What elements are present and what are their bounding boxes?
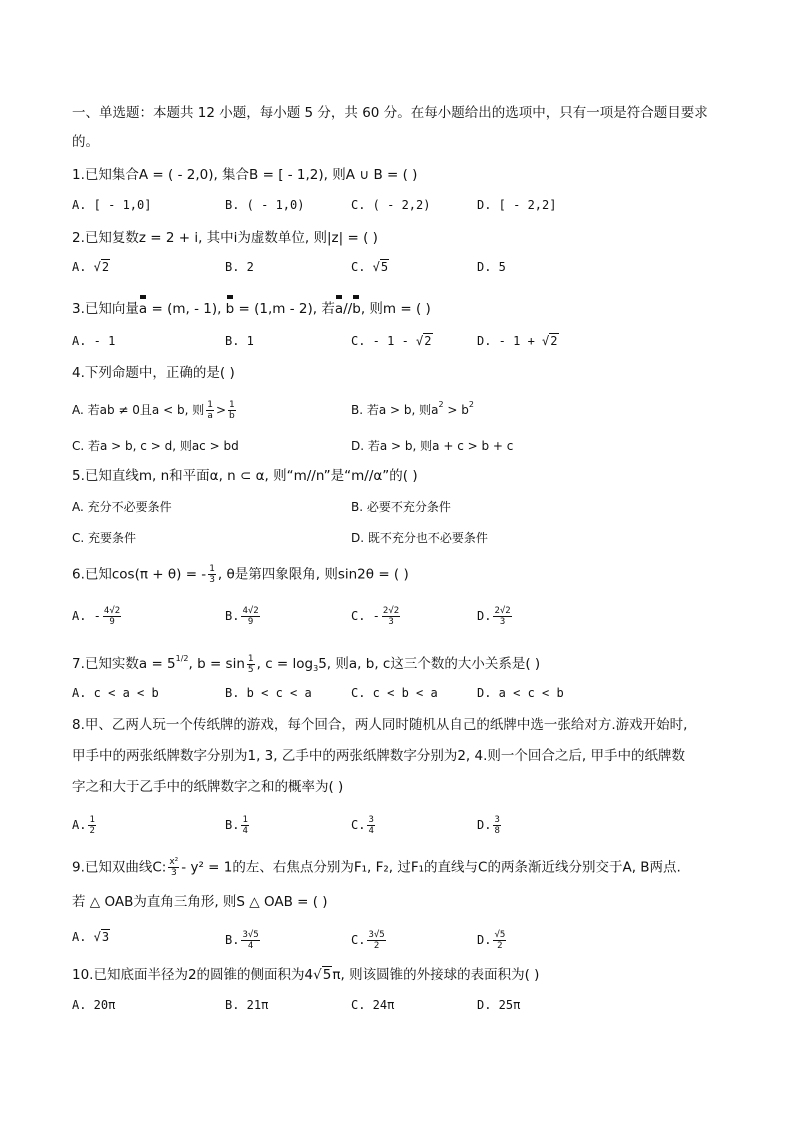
question-9-line-1: 9.已知双曲线C: $\frac{\text{x²}}{3}$ - y² = 1的左、右焦点分别为F₁, F₂, 过F₁的直线与C的两条渐近线分别交于A, B两点. (72, 857, 681, 878)
option-b: B. 1 (225, 334, 254, 348)
option-b: B. $\frac{3√5}{4}$ (225, 930, 259, 951)
question-4-stem: 4.下列命题中，正确的是( ) (72, 365, 235, 381)
option-b: B. ( - 1,0) (225, 198, 305, 212)
option-a: A. [ - 1,0] (72, 198, 152, 212)
option-a: A. 若ab ≠ 0且a < b, 则 $\frac{1}{a}$ > $\frac{1}{b}$ (72, 400, 235, 421)
question-10-options (72, 998, 732, 1018)
option-a: A. c < a < b (72, 686, 159, 700)
question-1-stem: 1.已知集合A = ( - 2,0), 集合B = [ - 1,2), 则A ∪ B = ( ) (72, 167, 418, 183)
question-8-options (72, 815, 732, 835)
option-d: D. [ - 2,2] (477, 198, 557, 212)
option-a: A. 20π (72, 998, 116, 1012)
question-6-options (72, 606, 732, 626)
option-c: C. √5 (351, 260, 389, 274)
option-b: B. b < c < a (225, 686, 312, 700)
option-c: C. 充要条件 (72, 531, 137, 545)
option-d: D. a < c < b (477, 686, 564, 700)
option-a: A. - $\frac{4√2}{9}$ (72, 606, 121, 627)
option-c: C. $\frac{3√5}{2}$ (351, 930, 385, 951)
question-4-options-row2 (72, 437, 732, 457)
question-5-options-row1 (72, 498, 732, 518)
question-7-options (72, 686, 732, 706)
option-b: B. 2 (225, 260, 254, 274)
question-3-stem: 3.已知向量a = (m, - 1), b = (1,m - 2), 若a//b, 则m = ( ) (72, 301, 431, 317)
section-header: 一、单选题：本题共 12 小题，每小题 5 分，共 60 分。在每小题给出的选项中，只有一项是符合题目要求 (72, 105, 708, 121)
option-d: D. $\frac{2√2}{3}$ (477, 606, 511, 627)
option-c: C. ( - 2,2) (351, 198, 431, 212)
question-9-options (72, 930, 732, 950)
option-c: C. - $\frac{2√2}{3}$ (351, 606, 400, 627)
question-10-stem: 10.已知底面半径为2的圆锥的侧面积为4√5π, 则该圆锥的外接球的表面积为( ) (72, 967, 540, 983)
option-a: A. 充分不必要条件 (72, 500, 172, 514)
option-a: A. - 1 (72, 334, 116, 348)
section-header-cont: 的。 (72, 134, 99, 150)
option-a: A. √3 (72, 930, 110, 944)
question-8-line-1: 8.甲、乙两人玩一个传纸牌的游戏，每个回合，两人同时随机从自己的纸牌中选一张给对方.游戏开始时, (72, 717, 688, 733)
option-c: C. 若a > b, c > d, 则ac > bd (72, 439, 239, 453)
option-b: B. 若a > b, 则$a^2 > b^2$ (351, 400, 474, 417)
option-c: C. 24π (351, 998, 395, 1012)
question-8-line-2: 甲手中的两张纸牌数字分别为1, 3, 乙手中的两张纸牌数字分别为2, 4.则一个回合之后, 甲手中的纸牌数 (72, 748, 685, 764)
option-d: D. $\frac{√5}{2}$ (477, 930, 506, 951)
question-2-options (72, 260, 732, 280)
question-5-options-row2 (72, 529, 732, 549)
option-d: D. 25π (477, 998, 521, 1012)
question-5-stem: 5.已知直线m, n和平面α, n ⊂ α, 则“m//n”是“m//α”的( ) (72, 468, 418, 484)
option-b: B. $\frac{1}{4}$ (225, 815, 248, 836)
option-a: A. √2 (72, 260, 110, 274)
question-3-options (72, 334, 732, 354)
question-2-stem: 2.已知复数z = 2 + i, 其中i为虚数单位, 则|z| = ( ) (72, 230, 378, 246)
question-8-line-3: 字之和大于乙手中的纸牌数字之和的概率为( ) (72, 779, 344, 795)
option-c: C. c < b < a (351, 686, 438, 700)
question-1-options (72, 198, 732, 218)
question-4-options-row1 (72, 400, 732, 420)
option-c: C. - 1 - √2 (351, 334, 432, 348)
option-b: B. 必要不充分条件 (351, 500, 451, 514)
option-b: B. 21π (225, 998, 269, 1012)
option-d: D. $\frac{3}{8}$ (477, 815, 500, 836)
option-a: A. $\frac{1}{2}$ (72, 815, 95, 836)
question-9-line-2: 若 △ OAB为直角三角形, 则S △ OAB = ( ) (72, 894, 328, 910)
option-d: D. 既不充分也不必要条件 (351, 531, 488, 545)
option-c: C. $\frac{3}{4}$ (351, 815, 374, 836)
question-7-stem: 7.已知实数$a = 5^{1/2}$, b = sin $\frac{1}{5}$ , $c = \log_35$, 则a, b, c这三个数的大小关系是( ) (72, 653, 541, 675)
option-d: D. 5 (477, 260, 506, 274)
option-d: D. - 1 + √2 (477, 334, 558, 348)
option-b: B. $\frac{4√2}{9}$ (225, 606, 259, 627)
option-d: D. 若a > b, 则a + c > b + c (351, 439, 514, 453)
question-6-stem: 6.已知cos(π + θ) = - $\frac{1}{3}$ , θ是第四象限角, 则sin2θ = ( ) (72, 564, 409, 585)
